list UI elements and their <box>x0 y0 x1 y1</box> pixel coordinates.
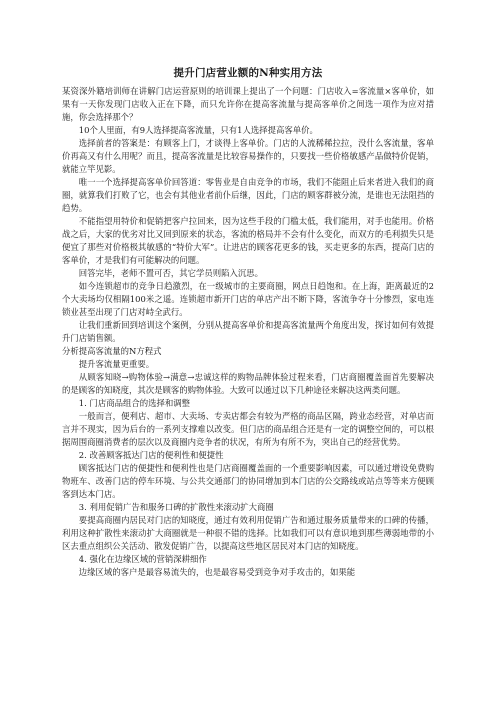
paragraph: 一般而言，便利店、超市、大卖场、专卖店都会有较为严格的商品区隔，跨业态经营，对单店而言并不现实，因为后台的一系列支撑难以改变。但门店的商品组合还是有一定的调整空间的，可以根据周围商圈消费者的层次以及商圈内竞争者的状况，有所为有所不为，突出自己的经营优势。 <box>62 411 434 447</box>
paragraph: 10个人里面，有9人选择提高客流量，只有1人选择提高客单价。 <box>78 125 318 135</box>
paragraph: 不能指望用特价和促销把客户拉回来，因为这些手段的门槛太低，我们能用，对手也能用。价格战之后，大家的优劣对比又回到原来的状态，客流的格局并不会有什么变化，而双方的毛利损失只是便宜了那些对价格极其敏感的“特价大军”。让进店的顾客花更多的钱，买走更多的东西，提高门店的客单价，才是我们有可能解决的问题。 <box>62 216 434 265</box>
paragraph: 唯一一个选择提高客单价回答道：零售业是自由竞争的市场，我们不能阻止后来者进入我们的商圈，就算我们打败了它，也会有其他业者前仆后继，因此，门店的顾客群被分流，是谁也无法阻挡的趋势。 <box>62 177 434 213</box>
document-body <box>62 85 434 579</box>
paragraph: 1. 门店商品组合的选择和调整 <box>78 398 190 408</box>
paragraph: 选择前者的答案是：有顾客上门，才谈得上客单价。门店的人流稀稀拉拉，没什么客流量，客单价再高又有什么用呢？而且，提高客流量是比较容易操作的，只要找一些价格敏感产品做特价促销，就能立竿见影。 <box>62 138 434 174</box>
document-title: 提升门店营业额的N种实用方法 <box>173 67 323 79</box>
paragraph: 回答完毕，老师不置可否，其它学员则陷入沉思。 <box>78 268 264 278</box>
paragraph: 某资深外籍培训师在讲解门店运营原则的培训课上提出了一个问题：门店收入=客流量×客单价，如果有一天你发现门店收入正在下降，而只允许你在提高客流量与提高客单价之间选一项作为应对措施，你会选择那个？ <box>62 86 434 122</box>
paragraph: 让我们重新回到培训这个案例，分别从提高客单价和提高客流量两个角度出发，探讨如何有效提升门店销售额。 <box>62 320 434 343</box>
paragraph: 顾客抵达门店的便捷性和便利性也是门店商圈覆盖面的一个重要影响因素，可以通过增设免费购物班车、改善门店的停车环境、与公共交通部门的协同增加到本门店的公交路线或站点等等来方便顾客到达本门店。 <box>62 463 434 499</box>
paragraph: 2. 改善顾客抵达门店的便利性和便捷性 <box>78 450 224 460</box>
paragraph: 边缘区域的客户是最容易流失的，也是最容易受到竞争对手攻击的，如果能 <box>78 567 356 577</box>
paragraph: 4. 强化在边缘区域的营销深耕细作 <box>78 554 207 564</box>
paragraph: 分析提高客流量的N方程式 <box>62 346 162 356</box>
paragraph: 3. 利用促销广告和服务口碑的扩散性来滚动扩大商圈 <box>78 502 274 512</box>
paragraph: 提升客流量更重要。 <box>78 359 155 369</box>
paragraph: 从顾客知晓→购物体验→满意→忠诚这样的购物品牌体验过程来看，门店商圈覆盖面首先要解决的是顾客的知晓度，其次是顾客的购物体验。大致可以通过以下几种途径来解决这两类问题。 <box>62 372 434 395</box>
paragraph: 要提高商圈内居民对门店的知晓度，通过有效利用促销广告和通过服务质量带来的口碑的传播，利用这种扩散性来滚动扩大商圈就是一种很不错的选择。比如我们可以有意识地到那些薄弱地带的小区去重点组织公关活动、散发促销广告，以提高这些地区居民对本门店的知晓度。 <box>62 515 434 551</box>
paragraph: 如今连锁超市的竞争日趋激烈，在一级城市的主要商圈，网点日趋饱和。在上海，距离最近的2个大卖场均仅相隔100米之遥。连锁超市新开门店的单店产出不断下降，客流争夺十分惨烈，家电连锁业甚至出现了门店对峙全武行。 <box>62 281 434 317</box>
